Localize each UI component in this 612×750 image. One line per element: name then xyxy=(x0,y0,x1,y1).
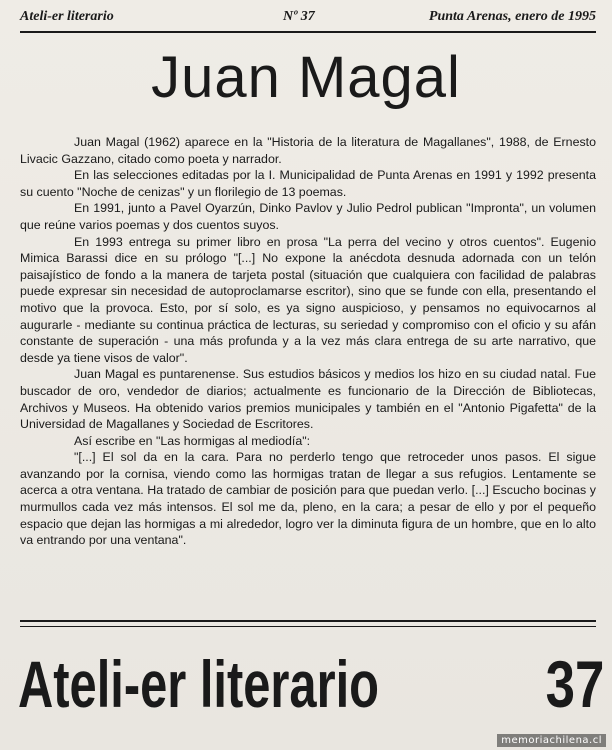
footer-publication-name: Ateli-er literario xyxy=(18,647,379,721)
paragraph-4: En 1993 entrega su primer libro en prosa "La perra del vecino y otros cuentos". Eugenio Mimica Barassi dice en su prólogo "[...] No expone la anécdota desnuda adornada con un telón paisajístico de fondo a la manera de tarjeta postal (situación que cualquiera con facilidad de palabras puede expresar sin necesidad de autoproclamarse escritor), sino que se funde con ella, presentando el motivo que la provoca. Esto, por sí solo, es ya signo auspicioso, y pensamos no equivocarnos al augurarle - mediante su continua práctica de lecturas, su seriedad y compromiso con el oficio y su afán constante de superación - una más profunda y a la vez más clara entrega de su arte narrativo, que desde ya tiene visos de valor". xyxy=(20,234,596,365)
footer-rule-thick xyxy=(20,620,596,622)
paragraph-6: Así escribe en "Las hormigas al mediodía": xyxy=(74,433,311,448)
source-watermark: memoriachilena.cl xyxy=(497,734,606,747)
paragraph-3: En 1991, junto a Pavel Oyarzún, Dinko Pavlov y Julio Pedrol publican "Impronta", un volumen que reúne varios poemas y dos cuentos suyos. xyxy=(20,201,596,232)
paragraph-1: Juan Magal (1962) aparece en la "Historia de la literatura de Magallanes", 1988, de Ernesto Livacic Gazzano, citado como poeta y narrador. xyxy=(20,135,596,166)
page-header xyxy=(20,6,596,28)
header-place-date: Punta Arenas, enero de 1995 xyxy=(428,9,596,24)
footer-masthead xyxy=(18,632,604,736)
footer-issue-number: 37 xyxy=(545,647,604,721)
header-publication-name: Ateli-er literario xyxy=(20,9,114,24)
footer-rule-thin xyxy=(20,626,596,627)
header-rule xyxy=(20,31,596,33)
article-title: Juan Magal xyxy=(151,45,461,110)
paragraph-5: Juan Magal es puntarenense. Sus estudios básicos y medios los hizo en su ciudad natal. Fue buscador de oro, vendedor de diarios; actualmente es funcionario de la Dirección de Bibliotecas, Archivos y Museos. Ha obtenido varios premios municipales y también en el "Antonio Pigafetta" de la Universidad de Magallanes y Sociedad de Escritores. xyxy=(20,367,596,432)
paragraph-7-quote: "[...] El sol da en la cara. Para no perderlo tengo que retroceder unos pasos. El sigue avanzando por la cornisa, viendo como las hormigas tratan de llegar a sus refugios. Lentamente se acerca a otra ventana. Ha tratado de cambiar de posición para que puedan verlo. [...] Escucho bocinas y murmullos cada vez más intensos. El sol me da, pleno, en la cara; a pesar de ello y por el pequeño espacio que dejan las hormigas a mi alrededor, logro ver la diminuta figura de un hombre, que en lo alto va entrando por una ventana". xyxy=(20,450,596,548)
article-body xyxy=(20,134,596,549)
header-issue-number: Nº 37 xyxy=(283,9,315,24)
paragraph-2: En las selecciones editadas por la I. Municipalidad de Punta Arenas en 1991 y 1992 presenta su cuento "Noche de cenizas" y un florilegio de 13 poemas. xyxy=(20,168,596,199)
